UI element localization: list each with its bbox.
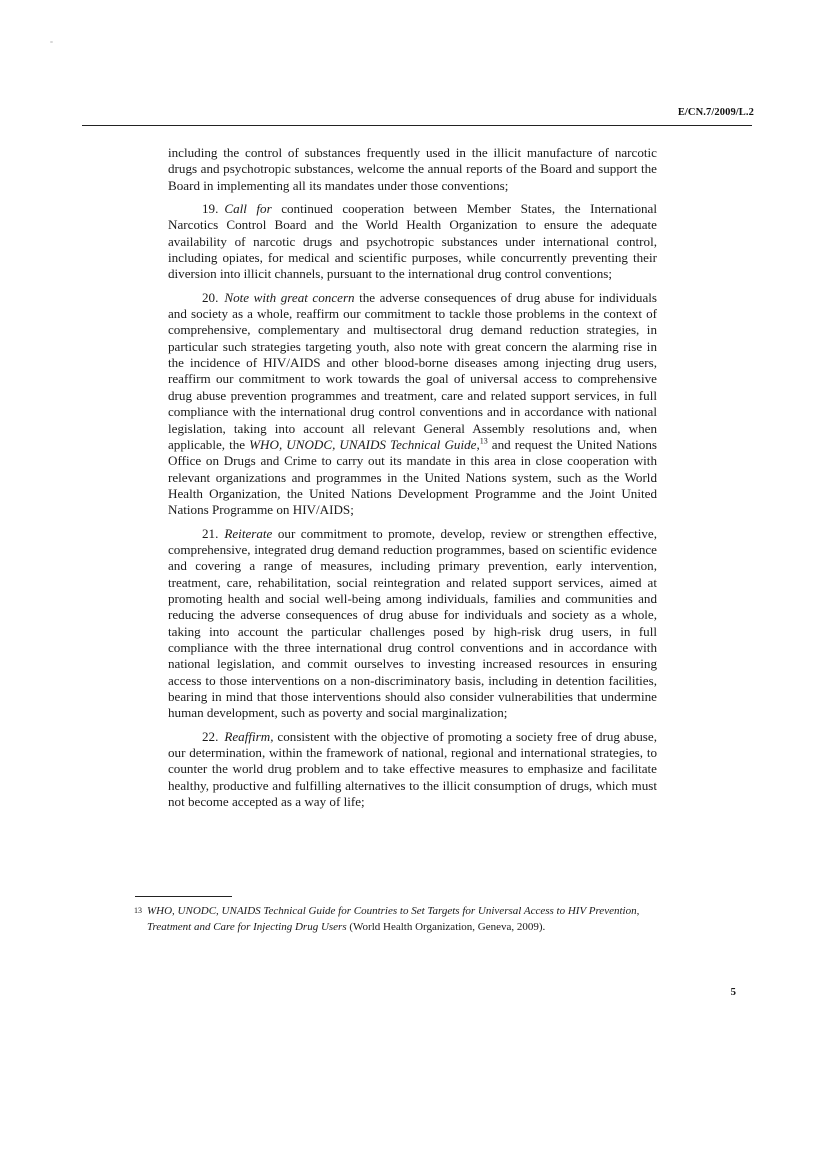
footnote-reference[interactable]: 13 bbox=[479, 436, 488, 446]
guide-title: WHO, UNODC, UNAIDS Technical Guide, bbox=[249, 436, 480, 452]
paragraph-19 bbox=[168, 201, 657, 283]
footnote bbox=[134, 904, 667, 935]
paragraph-number: 20. bbox=[202, 289, 219, 305]
document-symbol: E/CN.7/2009/L.2 bbox=[677, 107, 754, 118]
scan-speck bbox=[50, 41, 53, 43]
paragraph-lead: Note with great concern bbox=[224, 289, 355, 305]
paragraph-text: consistent with the objective of promoting a society free of drug abuse, our determination, within the framework of national, regional and international strategies, to counter the world drug problem and to take effective measures to emphasize and facilitate healthy, productive and fulfilling alternatives to the illicit consumption of drugs, which must not become accepted as a way of life; bbox=[168, 728, 657, 810]
paragraph-lead: Reiterate bbox=[224, 525, 273, 541]
paragraph-text: our commitment to promote, develop, review or strengthen effective, comprehensive, integrated drug demand reduction programmes, based on scientific evidence and covering a range of measures, including primary prevention, early intervention, treatment, care, rehabilitation, social reintegration and related support services, aimed at promoting health and social well-being among individuals, families and communities and reducing the adverse consequences of drug abuse for individuals and society as a whole, taking into account the particular challenges posed by high-risk drug users, in full compliance with the three international drug control conventions and in accordance with national legislation, and commit ourselves to investing increased resources in ensuring access to those interventions on a non-discriminatory basis, including in detention facilities, bearing in mind that those interventions should also consider vulnerabilities that undermine human development, such as poverty and social marginalization; bbox=[168, 525, 657, 721]
paragraph-text: the adverse consequences of drug abuse for individuals and society as a whole, reaffirm our commitment to tackle those problems in the context of comprehensive, complementary and multisectoral drug demand reduction strategies, in particular such strategies targeting youth, also note with great concern the alarming rise in the incidence of HIV/AIDS and other blood-borne diseases among injecting drug users, reaffirm our commitment to work towards the goal of universal access to comprehensive drug abuse prevention programmes and treatment, care and related support services, in full compliance with the international drug control conventions and in accordance with national legislation, taking into account all relevant General Assembly resolutions and, when applicable, the bbox=[168, 289, 657, 452]
footnote-number: 13 bbox=[134, 906, 142, 915]
paragraph-text: and request the United Nations Office on Drugs and Crime to carry out its mandate in this area in close cooperation with relevant organizations and programmes in the United Nations system, such as the World Health Organization, the United Nations Development Programme and the Joint United Nations Programme on HIV/AIDS; bbox=[168, 436, 657, 518]
paragraph-text: continued cooperation between Member States, the International Narcotics Control Board and the World Health Organization to ensure the adequate availability of narcotic drugs and psychotropic substances under international control, including opiates, for medical and scientific purposes, while concurrently preventing their diversion into illicit channels, pursuant to the international drug control conventions; bbox=[168, 201, 657, 282]
paragraph-number: 19. bbox=[202, 201, 219, 217]
paragraph-22 bbox=[168, 729, 657, 811]
paragraph-number: 21. bbox=[202, 525, 219, 541]
paragraph-lead: Reaffirm, bbox=[224, 728, 274, 744]
page-number: 5 bbox=[730, 986, 736, 998]
paragraph-20 bbox=[168, 290, 657, 519]
paragraph-text: including the control of substances frequently used in the illicit manufacture of narcotic drugs and psychotropic substances, welcome the annual reports of the Board and support the Board in implementing all its mandates under those conventions; bbox=[168, 145, 657, 193]
footnote-source: (World Health Organization, Geneva, 2009). bbox=[346, 920, 546, 933]
paragraph-18-continued bbox=[168, 145, 657, 194]
header-rule bbox=[82, 125, 752, 126]
footnote-title: WHO, UNODC, UNAIDS Technical Guide for Countries to Set Targets for Universal Access to HIV Prevention, Treatment and Care for Injecting Drug Users bbox=[147, 905, 640, 933]
paragraph-21 bbox=[168, 526, 657, 722]
footnote-rule bbox=[135, 896, 232, 897]
paragraph-number: 22. bbox=[202, 728, 219, 744]
body-text bbox=[168, 145, 657, 817]
paragraph-lead: Call for bbox=[224, 201, 272, 217]
